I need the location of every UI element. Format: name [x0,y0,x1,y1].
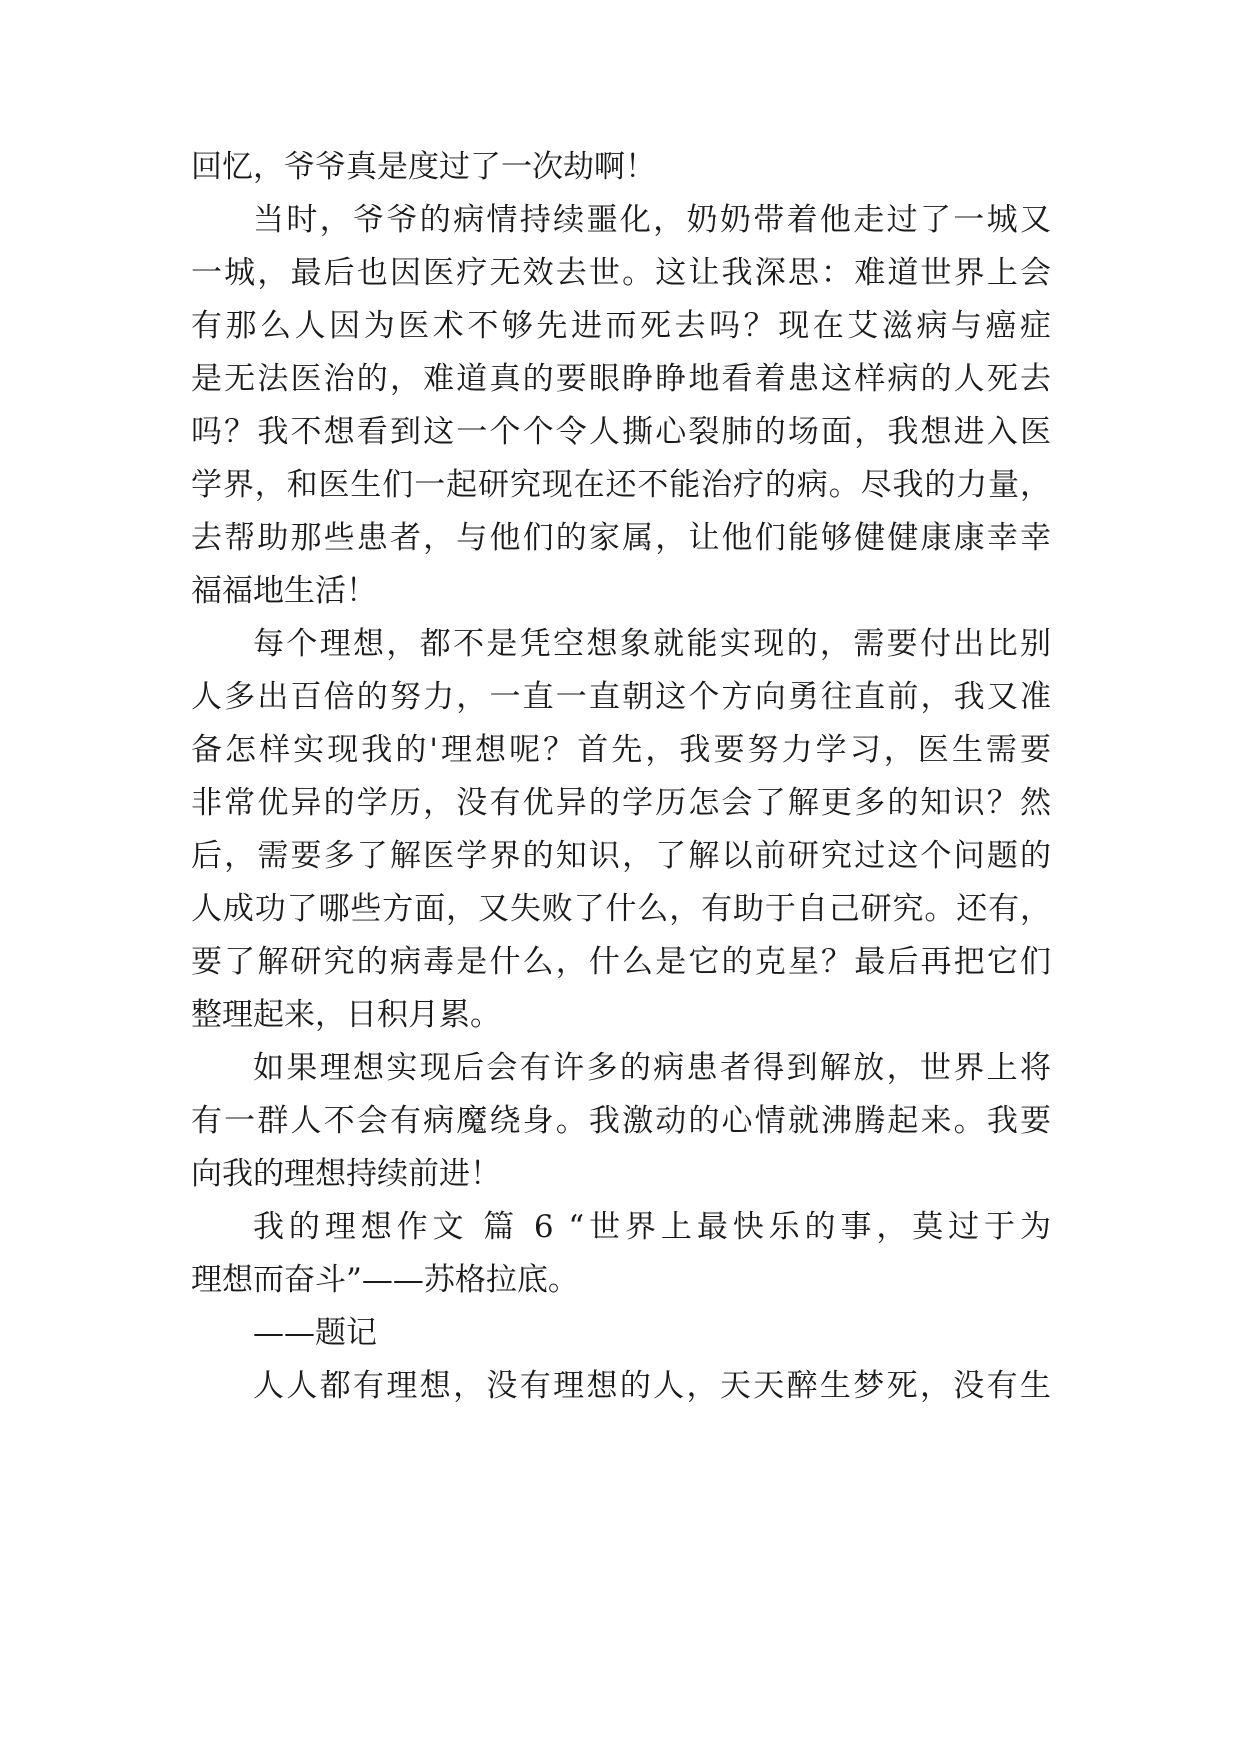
section-heading-line: 我的理想作文 篇 6 “世界上最快乐的事，莫过于为 [253,1209,1051,1245]
text-line: 有一群人不会有病魔绕身。我激动的心情就沸腾起来。我要 [191,1103,1051,1139]
text-line: 如果理想实现后会有许多的病患者得到解放，世界上将 [253,1050,1051,1086]
text-line: 回忆，爷爷真是度过了一次劫啊！ [191,149,656,185]
text-line: 吗？我不想看到这一个个令人撕心裂肺的场面，我想进入医 [191,414,1051,450]
text-line: 整理起来，日积月累。 [191,997,501,1033]
text-line: 有那么人因为医术不够先进而死去吗？现在艾滋病与癌症 [191,308,1051,344]
text-line: 人多出百倍的努力，一直一直朝这个方向勇往直前，我又准 [191,679,1051,715]
epigraph-attribution: ——题记 [253,1315,377,1351]
text-line: 学界，和医生们一起研究现在还不能治疗的病。尽我的力量， [191,467,1051,503]
text-line: 是无法医治的，难道真的要眼睁睁地看着患这样病的人死去 [191,361,1051,397]
text-line: 要了解研究的病毒是什么，什么是它的克星？最后再把它们 [191,944,1051,980]
text-line: 人成功了哪些方面，又失败了什么，有助于自己研究。还有， [191,891,1051,927]
text-line: 当时，爷爷的病情持续噩化，奶奶带着他走过了一城又 [253,202,1051,238]
text-line: 每个理想，都不是凭空想象就能实现的，需要付出比别 [253,626,1051,662]
text-line: 后，需要多了解医学界的知识，了解以前研究过这个问题的 [191,838,1051,874]
text-line: 备怎样实现我的'理想呢？首先，我要努力学习，医生需要 [191,732,1051,768]
text-line: 去帮助那些患者，与他们的家属，让他们能够健健康康幸幸 [191,520,1051,556]
text-line: 理想而奋斗”——苏格拉底。 [191,1262,579,1298]
text-line: 非常优异的学历，没有优异的学历怎会了解更多的知识？然 [191,785,1051,821]
text-line: 一城，最后也因医疗无效去世。这让我深思：难道世界上会 [191,255,1051,291]
text-line: 福福地生活！ [191,573,377,609]
text-line: 向我的理想持续前进！ [191,1156,501,1192]
text-line: 人人都有理想，没有理想的人，天天醉生梦死，没有生 [253,1368,1051,1404]
